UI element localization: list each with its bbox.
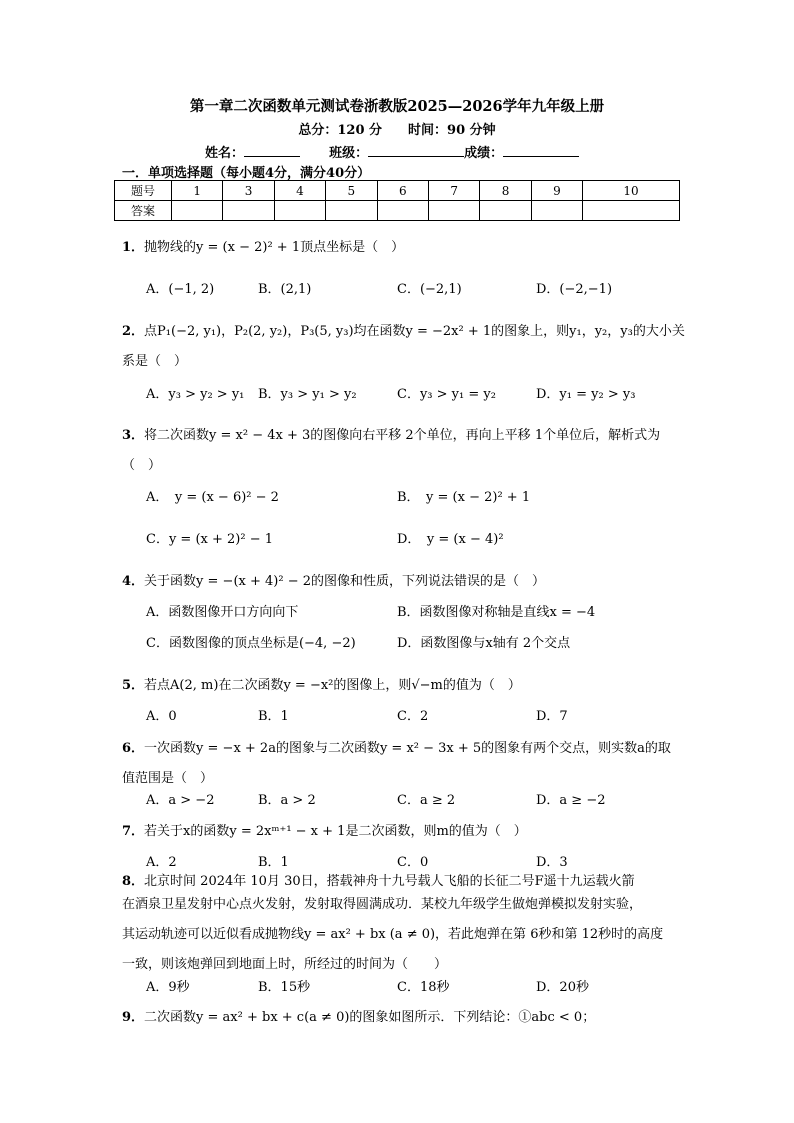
question-stem-cont: 系是（ ） [122,354,188,369]
question-7 [122,820,527,839]
option-b[interactable]: B．15秒 [258,980,311,995]
table-row [115,181,680,201]
option-a[interactable]: A．2 [146,855,177,870]
table-cell: 3 [223,181,274,201]
question-stem: 北京时间 2024年 10月 30日，搭载神舟十九号载人飞船的长征二号F遥十九运载火箭 [144,874,635,889]
question-number: 7． [122,824,145,839]
page-title: 第一章二次函数单元测试卷浙教版2025—2026学年九年级上册 [189,98,605,115]
grade-blank [503,144,579,157]
question-2 [122,320,685,339]
option-d[interactable]: D． y = (x − 4)² [397,532,504,547]
option-d[interactable]: D．函数图像与x轴有 2个交点 [397,636,571,651]
option-c[interactable]: C．y = (x + 2)² − 1 [146,532,273,547]
answer-cell[interactable] [172,201,223,221]
question-stem-cont: 在酒泉卫星发射中心点火发射，发射取得圆满成功．某校九年级学生做炮弹模拟发射实验， [122,897,643,912]
option-b[interactable]: B．1 [258,709,289,724]
answer-cell[interactable] [428,201,479,221]
table-cell: 9 [531,181,582,201]
option-d[interactable]: D．3 [536,855,568,870]
question-5 [122,674,521,693]
question-number: 9． [122,1010,145,1025]
option-a[interactable]: A．y₃ > y₂ > y₁ [146,387,245,402]
option-d[interactable]: D．y₁ = y₂ > y₃ [536,387,636,402]
question-number: 6． [122,741,145,756]
answer-cell[interactable] [583,201,680,221]
table-row [115,201,680,221]
answer-cell[interactable] [223,201,274,221]
table-header-cell: 答案 [115,201,172,221]
table-cell: 8 [480,181,531,201]
class-label: 班级： [329,146,369,161]
option-b[interactable]: B．(2,1) [258,282,312,297]
question-stem-cont: 其运动轨迹可以近似看成抛物线y = ax² + bx (a ≠ 0)，若此炮弹在第 6秒和第 12秒时的高度 [122,927,664,942]
option-c[interactable]: C．18秒 [397,980,450,995]
option-b[interactable]: B．1 [258,855,289,870]
question-8 [122,870,635,889]
name-label: 姓名： [205,146,245,161]
answer-cell[interactable] [326,201,377,221]
question-stem: 点P₁(−2, y₁)，P₂(2, y₂)，P₃(5, y₃)均在函数y = −2x² + 1的图象上，则y₁，y₂，y₃的大小关 [144,324,685,339]
question-9 [122,1006,595,1025]
answer-cell[interactable] [531,201,582,221]
option-d[interactable]: D．7 [536,709,568,724]
table-cell: 10 [583,181,680,201]
table-cell: 7 [428,181,479,201]
question-stem: 关于函数y = −(x + 4)² − 2的图像和性质，下列说法错误的是（ ） [144,574,545,589]
option-d[interactable]: D．a ≥ −2 [536,793,606,808]
option-c[interactable]: C．2 [397,709,429,724]
option-b[interactable]: B．y₃ > y₁ > y₂ [258,387,357,402]
option-a[interactable]: A．a > −2 [146,793,215,808]
question-4 [122,570,545,589]
question-1 [122,236,404,255]
question-stem: 一次函数y = −x + 2a的图象与二次函数y = x² − 3x + 5的图象有两个交点，则实数a的取 [144,741,671,756]
question-stem-cont: 值范围是（ ） [122,771,214,786]
name-blank [244,144,300,157]
option-c[interactable]: C．y₃ > y₁ = y₂ [397,387,496,402]
question-stem-cont: 一致，则该炮弹回到地面上时，所经过的时间为（ ） [122,957,448,972]
table-cell: 6 [377,181,428,201]
option-d[interactable]: D．20秒 [536,980,589,995]
question-stem-cont: （ ） [122,458,162,473]
question-number: 2． [122,324,145,339]
option-a[interactable]: A．(−1, 2) [146,282,215,297]
option-a[interactable]: A．0 [146,709,177,724]
question-stem: 抛物线的y = (x − 2)² + 1顶点坐标是（ ） [144,240,405,255]
option-b[interactable]: B． y = (x − 2)² + 1 [397,490,531,505]
option-d[interactable]: D．(−2,−1) [536,282,613,297]
question-stem: 二次函数y = ax² + bx + c(a ≠ 0)的图象如图所示．下列结论：①abc < 0； [144,1010,596,1025]
answer-table [114,180,680,221]
class-blank [368,144,464,157]
question-number: 1． [122,240,145,255]
question-number: 5． [122,678,145,693]
option-b[interactable]: B．a > 2 [258,793,316,808]
question-3 [122,424,660,443]
question-number: 4． [122,574,145,589]
question-stem: 将二次函数y = x² − 4x + 3的图像向右平移 2个单位，再向上平移 1个单位后，解析式为 [144,428,661,443]
question-number: 8． [122,874,145,889]
question-stem: 若关于x的函数y = 2xᵐ⁺¹ − x + 1是二次函数，则m的值为（ ） [144,824,527,839]
option-b[interactable]: B．函数图像对称轴是直线x = −4 [397,605,596,620]
table-cell: 5 [326,181,377,201]
student-info [205,142,579,161]
table-header-cell: 题号 [115,181,172,201]
option-c[interactable]: C．函数图像的顶点坐标是(−4, −2) [146,636,356,651]
option-c[interactable]: C．a ≥ 2 [397,793,456,808]
option-a[interactable]: A． y = (x − 6)² − 2 [146,490,279,505]
answer-cell[interactable] [274,201,325,221]
option-a[interactable]: A．9秒 [146,980,190,995]
option-a[interactable]: A．函数图像开口方向向下 [146,605,299,620]
table-cell: 1 [172,181,223,201]
answer-cell[interactable] [480,201,531,221]
question-6 [122,737,671,756]
table-cell: 4 [274,181,325,201]
score-time: 总分：120 分 时间：90 分钟 [298,123,496,138]
option-c[interactable]: C．0 [397,855,429,870]
question-number: 3． [122,428,145,443]
question-stem: 若点A(2, m)在二次函数y = −x²的图像上，则√−m的值为（ ） [144,678,521,693]
section-heading: 一．单项选择题（每小题4分，满分40分） [122,166,371,181]
grade-label: 成绩： [464,146,504,161]
option-c[interactable]: C．(−2,1) [397,282,462,297]
answer-cell[interactable] [377,201,428,221]
